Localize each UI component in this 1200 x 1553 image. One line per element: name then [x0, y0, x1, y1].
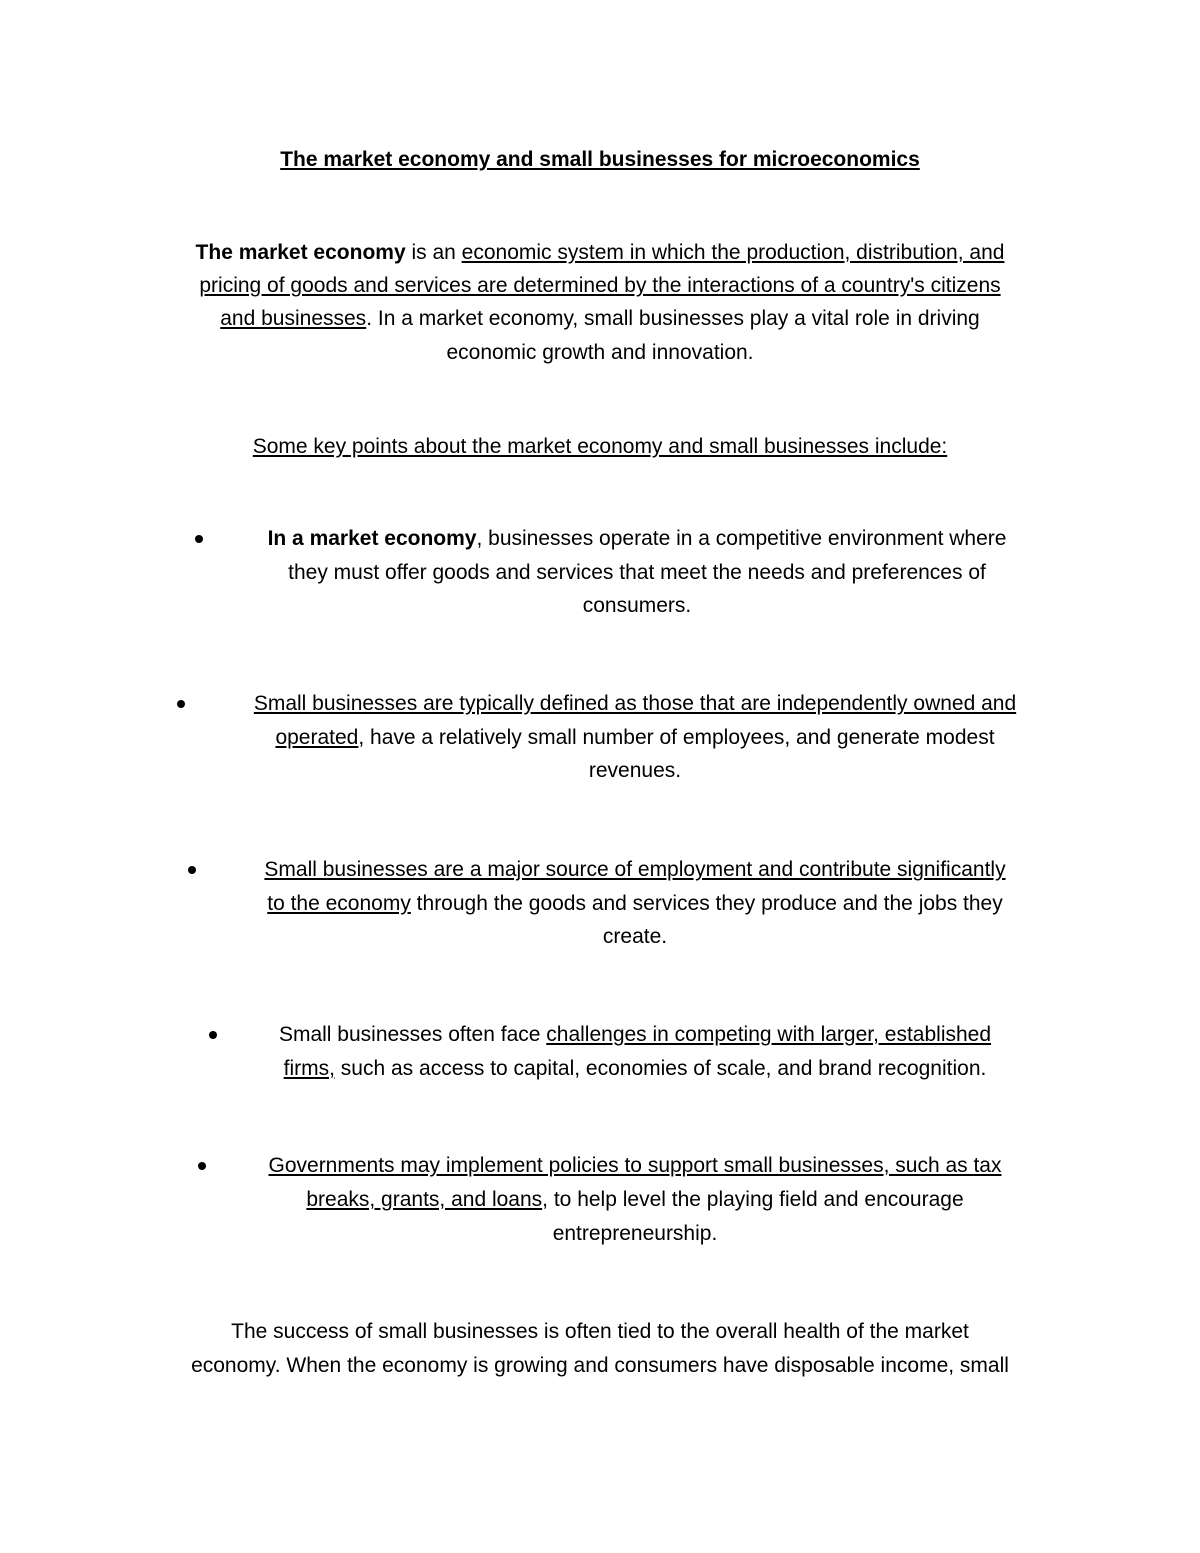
- bullet-4-pre: Small businesses often face: [278, 1023, 547, 1046]
- intro-connector: is an: [405, 241, 462, 264]
- bullet-2-rest: , have a relatively small number of employees, and generate modest: [358, 726, 995, 749]
- document-title: The market economy and small businesses for microeconomics: [280, 148, 920, 171]
- intro-line-2: pricing of goods and services are determined by the interactions of a country's citizens: [199, 274, 1001, 297]
- bullet-4-underlined: challenges in competing with larger, established: [546, 1023, 992, 1046]
- bullet-5-line-2: [35, 1183, 1200, 1217]
- key-points-heading: Some key points about the market economy and small businesses include:: [252, 435, 948, 458]
- intro-definition: economic system in which the production, distribution, and: [461, 241, 1005, 264]
- bullet-1-bold: In a market economy: [267, 527, 477, 550]
- bullet-3-line-2: [35, 887, 1200, 921]
- closing-line-1: The success of small businesses is often tied to the overall health of the market: [231, 1320, 969, 1343]
- bullet-2-line-1: Small businesses are typically defined as those that are independently owned and: [253, 692, 1017, 715]
- bullet-1-line-1: [37, 522, 1200, 556]
- bullet-3-line-3: create.: [602, 925, 668, 948]
- bullet-3-rest: through the goods and services they produce and the jobs they: [410, 892, 1003, 915]
- intro-line-1: [0, 236, 1200, 270]
- closing-line-2: economy. When the economy is growing and consumers have disposable income, small: [191, 1354, 1009, 1377]
- bullet-2-line-3: revenues.: [588, 759, 682, 782]
- bullet-2-line-2: [35, 721, 1200, 755]
- bullet-3-line-1: Small businesses are a major source of employment and contribute significantly: [264, 858, 1006, 881]
- intro-line-3: [0, 302, 1200, 336]
- bullet-1-line-3: consumers.: [582, 594, 692, 617]
- bullet-4-rest: such as access to capital, economies of scale, and brand recognition.: [334, 1057, 987, 1080]
- bullet-1-line-2: they must offer goods and services that meet the needs and preferences of: [288, 561, 986, 584]
- bullet-2-underlined: operated: [275, 726, 359, 749]
- intro-line-4: economic growth and innovation.: [446, 341, 754, 364]
- intro-definition-end: and businesses: [220, 307, 367, 330]
- bullet-1-rest: , businesses operate in a competitive environment where: [476, 527, 1007, 550]
- bullet-4-line-1: [35, 1018, 1200, 1052]
- bullet-4-underlined-end: firms,: [283, 1057, 335, 1080]
- bullet-5-line-3: entrepreneurship.: [552, 1222, 718, 1245]
- bullet-5-underlined: breaks, grants, and loans: [306, 1188, 543, 1211]
- intro-term: The market economy: [195, 241, 406, 264]
- intro-rest: . In a market economy, small businesses play a vital role in driving: [366, 307, 980, 330]
- bullet-3-underlined: to the economy: [267, 892, 411, 915]
- bullet-5-rest: , to help level the playing field and encourage: [542, 1188, 964, 1211]
- bullet-5-line-1: Governments may implement policies to support small businesses, such as tax: [268, 1154, 1002, 1177]
- bullet-4-line-2: [35, 1052, 1200, 1086]
